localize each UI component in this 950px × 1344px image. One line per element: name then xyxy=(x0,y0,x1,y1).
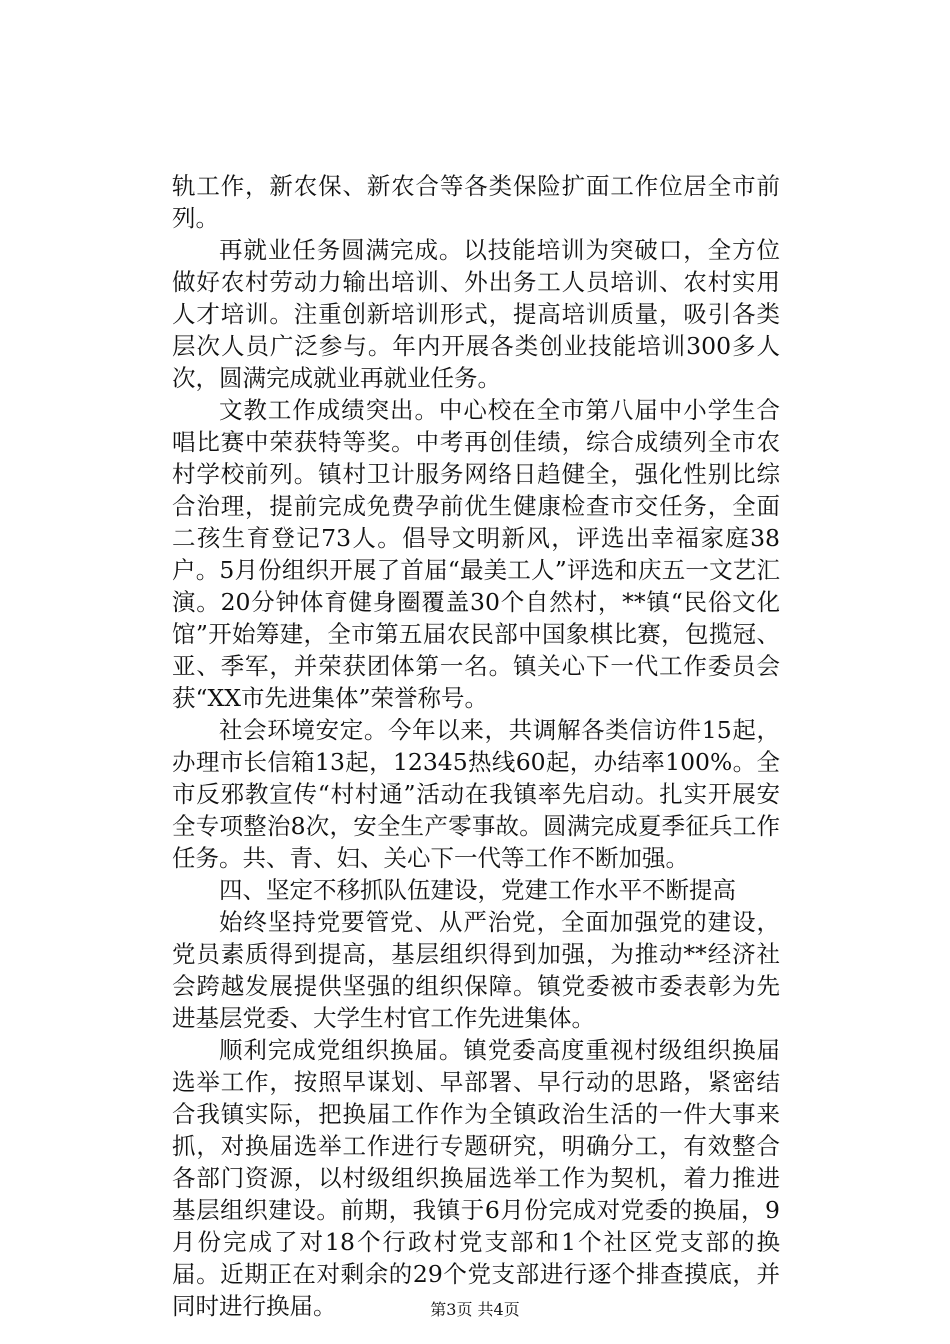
document-body xyxy=(172,170,780,1322)
paragraph-6: 顺利完成党组织换届。镇党委高度重视村级组织换届选举工作，按照早谋划、早部署、早行动的思路，紧密结合我镇实际，把换届工作作为全镇政治生活的一件大事来抓，对换届选举工作进行专题研究，明确分工，有效整合各部门资源，以村级组织换届选举工作为契机，着力推进基层组织建设。前期，我镇于6月份完成对党委的换届，9月份完成了对18个行政村党支部和1个社区党支部的换届。近期正在对剩余的29个党支部进行逐个排查摸底，并同时进行换届。 xyxy=(172,1036,780,1320)
paragraph-2: 再就业任务圆满完成。以技能培训为突破口，全方位做好农村劳动力输出培训、外出务工人员培训、农村实用人才培训。注重创新培训形式，提高培训质量，吸引各类层次人员广泛参与。年内开展各类创业技能培训300多人次，圆满完成就业再就业任务。 xyxy=(172,236,780,392)
paragraph-1: 轨工作，新农保、新农合等各类保险扩面工作位居全市前列。 xyxy=(172,172,780,232)
section-heading: 四、坚定不移抓队伍建设，党建工作水平不断提高 xyxy=(219,876,736,904)
page-number-footer: 第3页 共4页 xyxy=(430,1300,520,1319)
paragraph-3: 文教工作成绩突出。中心校在全市第八届中小学生合唱比赛中荣获特等奖。中考再创佳绩，综合成绩列全市农村学校前列。镇村卫计服务网络日趋健全，强化性别比综合治理，提前完成免费孕前优生健康检查市交任务，全面二孩生育登记73人。倡导文明新风，评选出幸福家庭38户。5月份组织开展了首届“最美工人”评选和庆五一文艺汇演。20分钟体育健身圈覆盖30个自然村，**镇“民俗文化馆”开始筹建，全市第五届农民部中国象棋比赛，包揽冠、亚、季军，并荣获团体第一名。镇关心下一代工作委员会获“XX市先进集体”荣誉称号。 xyxy=(172,396,780,712)
paragraph-4: 社会环境安定。今年以来，共调解各类信访件15起，办理市长信箱13起，12345热线60起，办结率100%。全市反邪教宣传“村村通”活动在我镇率先启动。扎实开展安全专项整治8次，安全生产零事故。圆满完成夏季征兵工作任务。共、青、妇、关心下一代等工作不断加强。 xyxy=(172,716,780,872)
paragraph-5: 始终坚持党要管党、从严治党，全面加强党的建设，党员素质得到提高，基层组织得到加强，为推动**经济社会跨越发展提供坚强的组织保障。镇党委被市委表彰为先进基层党委、大学生村官工作先进集体。 xyxy=(172,908,780,1032)
